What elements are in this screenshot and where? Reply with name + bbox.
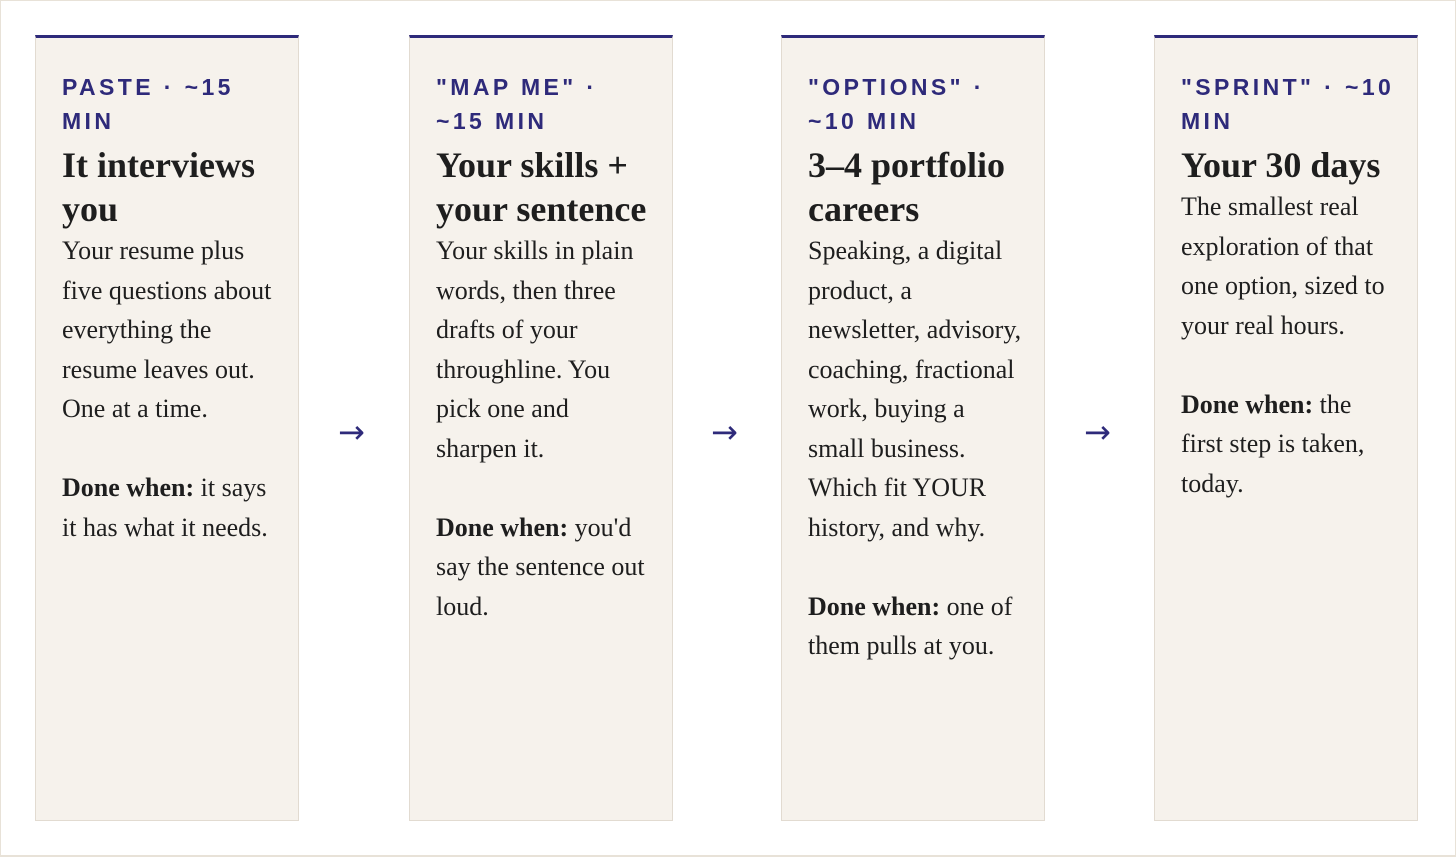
step-done-when	[62, 468, 276, 547]
done-when-label: Done when:	[62, 473, 195, 502]
step-kicker: PASTE · ~15 MIN	[62, 74, 234, 134]
step-done-when	[1181, 385, 1395, 504]
done-when-label: Done when:	[436, 512, 569, 542]
done-when-text: you'd say the sentence out loud.	[436, 512, 645, 621]
step-card-options	[781, 35, 1045, 821]
step-kicker: "MAP ME" · ~15 MIN	[436, 74, 598, 134]
done-when-label: Done when:	[1181, 389, 1314, 419]
done-when-label: Done when:	[808, 591, 941, 621]
arrow-right-icon: →	[1084, 413, 1111, 451]
step-description: Your skills in plain words, then three drafts of your throughline. You pick one and sharpen it.	[436, 236, 634, 463]
step-title: 3–4 portfolio careers	[808, 145, 1005, 229]
step-description: The smallest real exploration of that one option, sized to your real hours.	[1181, 192, 1385, 340]
done-when-text: the first step is taken, today.	[1181, 389, 1365, 498]
step-title: Your skills + your sentence	[436, 145, 647, 229]
step-done-when	[436, 508, 650, 627]
arrow-right-icon: →	[338, 413, 365, 451]
arrow-right-icon: →	[711, 413, 738, 451]
step-description: Speaking, a digital product, a newsletter, advisory, coaching, fractional work, buying a small business. Which fit YOUR history, and why.	[808, 236, 1022, 542]
step-card-sprint	[1154, 35, 1418, 821]
step-card-paste	[35, 35, 299, 821]
step-title: Your 30 days	[1181, 145, 1381, 185]
step-kicker: "SPRINT" · ~10 MIN	[1181, 74, 1395, 134]
step-kicker: "OPTIONS" · ~10 MIN	[808, 74, 985, 134]
done-when-text: it says it has what it needs.	[62, 473, 268, 542]
step-title: It interviews you	[62, 145, 255, 229]
step-card-map-me	[409, 35, 673, 821]
done-when-text: one of them pulls at you.	[808, 591, 1013, 660]
step-description: Your resume plus five questions about everything the resume leaves out. One at a time.	[62, 236, 272, 423]
step-done-when	[808, 587, 1022, 666]
